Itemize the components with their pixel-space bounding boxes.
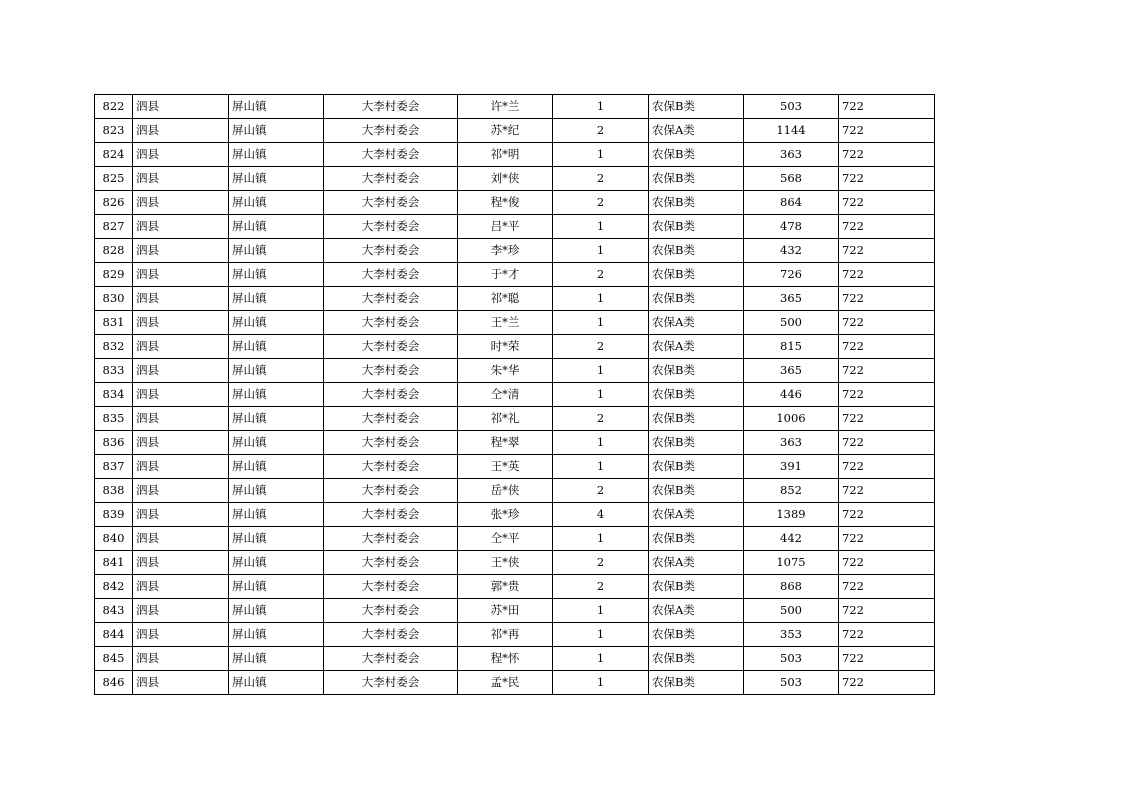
village-cell: 大李村委会 xyxy=(324,119,458,143)
name-cell: 仝*平 xyxy=(458,527,553,551)
row-number-cell: 822 xyxy=(95,95,133,119)
row-number-cell: 837 xyxy=(95,455,133,479)
table-row xyxy=(95,143,935,167)
household-count-cell: 1 xyxy=(553,95,649,119)
code-cell: 722 xyxy=(839,671,935,695)
amount-cell: 864 xyxy=(744,191,839,215)
county-cell: 泗县 xyxy=(133,191,229,215)
town-cell: 屏山镇 xyxy=(229,623,324,647)
town-cell: 屏山镇 xyxy=(229,431,324,455)
amount-cell: 1144 xyxy=(744,119,839,143)
household-count-cell: 2 xyxy=(553,263,649,287)
county-cell: 泗县 xyxy=(133,335,229,359)
name-cell: 时*荣 xyxy=(458,335,553,359)
insurance-type-cell: 农保B类 xyxy=(649,383,744,407)
row-number-cell: 823 xyxy=(95,119,133,143)
row-number-cell: 842 xyxy=(95,575,133,599)
household-count-cell: 1 xyxy=(553,527,649,551)
village-cell: 大李村委会 xyxy=(324,623,458,647)
name-cell: 张*珍 xyxy=(458,503,553,527)
table-row xyxy=(95,311,935,335)
village-cell: 大李村委会 xyxy=(324,359,458,383)
county-cell: 泗县 xyxy=(133,575,229,599)
county-cell: 泗县 xyxy=(133,407,229,431)
insurance-type-cell: 农保B类 xyxy=(649,455,744,479)
name-cell: 朱*华 xyxy=(458,359,553,383)
code-cell: 722 xyxy=(839,95,935,119)
town-cell: 屏山镇 xyxy=(229,239,324,263)
data-table xyxy=(94,94,935,695)
village-cell: 大李村委会 xyxy=(324,575,458,599)
county-cell: 泗县 xyxy=(133,671,229,695)
code-cell: 722 xyxy=(839,503,935,527)
row-number-cell: 843 xyxy=(95,599,133,623)
town-cell: 屏山镇 xyxy=(229,191,324,215)
amount-cell: 815 xyxy=(744,335,839,359)
insurance-type-cell: 农保B类 xyxy=(649,191,744,215)
town-cell: 屏山镇 xyxy=(229,143,324,167)
village-cell: 大李村委会 xyxy=(324,239,458,263)
county-cell: 泗县 xyxy=(133,143,229,167)
village-cell: 大李村委会 xyxy=(324,311,458,335)
household-count-cell: 1 xyxy=(553,359,649,383)
table-row xyxy=(95,503,935,527)
village-cell: 大李村委会 xyxy=(324,551,458,575)
row-number-cell: 824 xyxy=(95,143,133,167)
town-cell: 屏山镇 xyxy=(229,359,324,383)
row-number-cell: 833 xyxy=(95,359,133,383)
village-cell: 大李村委会 xyxy=(324,671,458,695)
household-count-cell: 2 xyxy=(553,575,649,599)
name-cell: 王*侠 xyxy=(458,551,553,575)
county-cell: 泗县 xyxy=(133,503,229,527)
village-cell: 大李村委会 xyxy=(324,383,458,407)
insurance-type-cell: 农保B类 xyxy=(649,167,744,191)
insurance-type-cell: 农保A类 xyxy=(649,335,744,359)
table-row xyxy=(95,527,935,551)
county-cell: 泗县 xyxy=(133,647,229,671)
code-cell: 722 xyxy=(839,455,935,479)
name-cell: 许*兰 xyxy=(458,95,553,119)
row-number-cell: 838 xyxy=(95,479,133,503)
amount-cell: 353 xyxy=(744,623,839,647)
amount-cell: 1006 xyxy=(744,407,839,431)
insurance-type-cell: 农保B类 xyxy=(649,575,744,599)
table-row xyxy=(95,239,935,263)
town-cell: 屏山镇 xyxy=(229,215,324,239)
town-cell: 屏山镇 xyxy=(229,311,324,335)
code-cell: 722 xyxy=(839,287,935,311)
village-cell: 大李村委会 xyxy=(324,527,458,551)
name-cell: 程*怀 xyxy=(458,647,553,671)
county-cell: 泗县 xyxy=(133,599,229,623)
insurance-type-cell: 农保B类 xyxy=(649,143,744,167)
county-cell: 泗县 xyxy=(133,167,229,191)
town-cell: 屏山镇 xyxy=(229,599,324,623)
county-cell: 泗县 xyxy=(133,359,229,383)
code-cell: 722 xyxy=(839,119,935,143)
name-cell: 苏*纪 xyxy=(458,119,553,143)
code-cell: 722 xyxy=(839,647,935,671)
household-count-cell: 1 xyxy=(553,383,649,407)
county-cell: 泗县 xyxy=(133,215,229,239)
household-count-cell: 2 xyxy=(553,191,649,215)
row-number-cell: 826 xyxy=(95,191,133,215)
table-row xyxy=(95,599,935,623)
town-cell: 屏山镇 xyxy=(229,407,324,431)
amount-cell: 503 xyxy=(744,671,839,695)
county-cell: 泗县 xyxy=(133,239,229,263)
table-row xyxy=(95,191,935,215)
table-row xyxy=(95,407,935,431)
village-cell: 大李村委会 xyxy=(324,455,458,479)
code-cell: 722 xyxy=(839,263,935,287)
amount-cell: 868 xyxy=(744,575,839,599)
name-cell: 祁*礼 xyxy=(458,407,553,431)
household-count-cell: 2 xyxy=(553,119,649,143)
insurance-type-cell: 农保B类 xyxy=(649,263,744,287)
code-cell: 722 xyxy=(839,167,935,191)
insurance-type-cell: 农保A类 xyxy=(649,599,744,623)
amount-cell: 365 xyxy=(744,359,839,383)
amount-cell: 500 xyxy=(744,599,839,623)
county-cell: 泗县 xyxy=(133,95,229,119)
row-number-cell: 829 xyxy=(95,263,133,287)
household-count-cell: 1 xyxy=(553,431,649,455)
code-cell: 722 xyxy=(839,527,935,551)
name-cell: 程*翠 xyxy=(458,431,553,455)
household-count-cell: 1 xyxy=(553,143,649,167)
row-number-cell: 839 xyxy=(95,503,133,527)
table-row xyxy=(95,215,935,239)
row-number-cell: 827 xyxy=(95,215,133,239)
insurance-type-cell: 农保B类 xyxy=(649,407,744,431)
insurance-type-cell: 农保A类 xyxy=(649,119,744,143)
table-row xyxy=(95,479,935,503)
insurance-type-cell: 农保B类 xyxy=(649,239,744,263)
row-number-cell: 825 xyxy=(95,167,133,191)
name-cell: 程*俊 xyxy=(458,191,553,215)
insurance-type-cell: 农保B类 xyxy=(649,215,744,239)
household-count-cell: 2 xyxy=(553,407,649,431)
name-cell: 刘*侠 xyxy=(458,167,553,191)
village-cell: 大李村委会 xyxy=(324,407,458,431)
village-cell: 大李村委会 xyxy=(324,95,458,119)
insurance-type-cell: 农保B类 xyxy=(649,623,744,647)
amount-cell: 852 xyxy=(744,479,839,503)
household-count-cell: 2 xyxy=(553,551,649,575)
amount-cell: 1389 xyxy=(744,503,839,527)
name-cell: 于*才 xyxy=(458,263,553,287)
town-cell: 屏山镇 xyxy=(229,95,324,119)
household-count-cell: 1 xyxy=(553,671,649,695)
county-cell: 泗县 xyxy=(133,263,229,287)
county-cell: 泗县 xyxy=(133,479,229,503)
name-cell: 仝*清 xyxy=(458,383,553,407)
amount-cell: 500 xyxy=(744,311,839,335)
insurance-type-cell: 农保B类 xyxy=(649,527,744,551)
household-count-cell: 1 xyxy=(553,455,649,479)
village-cell: 大李村委会 xyxy=(324,191,458,215)
household-count-cell: 1 xyxy=(553,599,649,623)
amount-cell: 568 xyxy=(744,167,839,191)
row-number-cell: 841 xyxy=(95,551,133,575)
code-cell: 722 xyxy=(839,191,935,215)
code-cell: 722 xyxy=(839,551,935,575)
town-cell: 屏山镇 xyxy=(229,671,324,695)
amount-cell: 432 xyxy=(744,239,839,263)
town-cell: 屏山镇 xyxy=(229,119,324,143)
table-row xyxy=(95,575,935,599)
table-row xyxy=(95,671,935,695)
household-count-cell: 1 xyxy=(553,623,649,647)
row-number-cell: 834 xyxy=(95,383,133,407)
code-cell: 722 xyxy=(839,599,935,623)
amount-cell: 442 xyxy=(744,527,839,551)
amount-cell: 726 xyxy=(744,263,839,287)
table-row xyxy=(95,263,935,287)
village-cell: 大李村委会 xyxy=(324,167,458,191)
row-number-cell: 835 xyxy=(95,407,133,431)
code-cell: 722 xyxy=(839,407,935,431)
town-cell: 屏山镇 xyxy=(229,455,324,479)
household-count-cell: 1 xyxy=(553,647,649,671)
town-cell: 屏山镇 xyxy=(229,479,324,503)
table-row xyxy=(95,167,935,191)
amount-cell: 391 xyxy=(744,455,839,479)
amount-cell: 1075 xyxy=(744,551,839,575)
code-cell: 722 xyxy=(839,431,935,455)
table-row xyxy=(95,551,935,575)
county-cell: 泗县 xyxy=(133,455,229,479)
town-cell: 屏山镇 xyxy=(229,263,324,287)
household-count-cell: 1 xyxy=(553,311,649,335)
insurance-type-cell: 农保B类 xyxy=(649,287,744,311)
household-count-cell: 1 xyxy=(553,287,649,311)
household-count-cell: 1 xyxy=(553,215,649,239)
table-row xyxy=(95,335,935,359)
village-cell: 大李村委会 xyxy=(324,287,458,311)
insurance-type-cell: 农保A类 xyxy=(649,503,744,527)
code-cell: 722 xyxy=(839,143,935,167)
amount-cell: 363 xyxy=(744,431,839,455)
table-body xyxy=(95,95,935,695)
household-count-cell: 1 xyxy=(553,239,649,263)
name-cell: 郭*贵 xyxy=(458,575,553,599)
code-cell: 722 xyxy=(839,335,935,359)
name-cell: 祁*再 xyxy=(458,623,553,647)
county-cell: 泗县 xyxy=(133,623,229,647)
row-number-cell: 828 xyxy=(95,239,133,263)
row-number-cell: 836 xyxy=(95,431,133,455)
name-cell: 岳*侠 xyxy=(458,479,553,503)
name-cell: 苏*田 xyxy=(458,599,553,623)
amount-cell: 478 xyxy=(744,215,839,239)
village-cell: 大李村委会 xyxy=(324,647,458,671)
table-row xyxy=(95,287,935,311)
village-cell: 大李村委会 xyxy=(324,143,458,167)
row-number-cell: 832 xyxy=(95,335,133,359)
insurance-type-cell: 农保B类 xyxy=(649,671,744,695)
table-row xyxy=(95,647,935,671)
name-cell: 王*英 xyxy=(458,455,553,479)
name-cell: 祁*明 xyxy=(458,143,553,167)
county-cell: 泗县 xyxy=(133,527,229,551)
row-number-cell: 830 xyxy=(95,287,133,311)
document-page xyxy=(94,94,935,695)
table-row xyxy=(95,95,935,119)
household-count-cell: 2 xyxy=(553,335,649,359)
row-number-cell: 845 xyxy=(95,647,133,671)
county-cell: 泗县 xyxy=(133,383,229,407)
code-cell: 722 xyxy=(839,575,935,599)
insurance-type-cell: 农保B类 xyxy=(649,359,744,383)
county-cell: 泗县 xyxy=(133,431,229,455)
village-cell: 大李村委会 xyxy=(324,431,458,455)
insurance-type-cell: 农保B类 xyxy=(649,647,744,671)
table-row xyxy=(95,119,935,143)
amount-cell: 363 xyxy=(744,143,839,167)
code-cell: 722 xyxy=(839,239,935,263)
household-count-cell: 2 xyxy=(553,167,649,191)
insurance-type-cell: 农保B类 xyxy=(649,431,744,455)
row-number-cell: 844 xyxy=(95,623,133,647)
row-number-cell: 846 xyxy=(95,671,133,695)
town-cell: 屏山镇 xyxy=(229,575,324,599)
code-cell: 722 xyxy=(839,359,935,383)
name-cell: 王*兰 xyxy=(458,311,553,335)
code-cell: 722 xyxy=(839,623,935,647)
insurance-type-cell: 农保A类 xyxy=(649,551,744,575)
code-cell: 722 xyxy=(839,215,935,239)
household-count-cell: 4 xyxy=(553,503,649,527)
insurance-type-cell: 农保A类 xyxy=(649,311,744,335)
amount-cell: 503 xyxy=(744,647,839,671)
household-count-cell: 2 xyxy=(553,479,649,503)
name-cell: 祁*聪 xyxy=(458,287,553,311)
town-cell: 屏山镇 xyxy=(229,167,324,191)
town-cell: 屏山镇 xyxy=(229,503,324,527)
table-row xyxy=(95,359,935,383)
amount-cell: 365 xyxy=(744,287,839,311)
county-cell: 泗县 xyxy=(133,287,229,311)
village-cell: 大李村委会 xyxy=(324,503,458,527)
amount-cell: 446 xyxy=(744,383,839,407)
name-cell: 李*珍 xyxy=(458,239,553,263)
table-row xyxy=(95,623,935,647)
code-cell: 722 xyxy=(839,383,935,407)
table-row xyxy=(95,431,935,455)
village-cell: 大李村委会 xyxy=(324,215,458,239)
village-cell: 大李村委会 xyxy=(324,479,458,503)
village-cell: 大李村委会 xyxy=(324,263,458,287)
town-cell: 屏山镇 xyxy=(229,335,324,359)
town-cell: 屏山镇 xyxy=(229,383,324,407)
code-cell: 722 xyxy=(839,479,935,503)
code-cell: 722 xyxy=(839,311,935,335)
row-number-cell: 840 xyxy=(95,527,133,551)
county-cell: 泗县 xyxy=(133,311,229,335)
table-row xyxy=(95,383,935,407)
insurance-type-cell: 农保B类 xyxy=(649,479,744,503)
row-number-cell: 831 xyxy=(95,311,133,335)
table-row xyxy=(95,455,935,479)
county-cell: 泗县 xyxy=(133,119,229,143)
county-cell: 泗县 xyxy=(133,551,229,575)
town-cell: 屏山镇 xyxy=(229,287,324,311)
town-cell: 屏山镇 xyxy=(229,647,324,671)
town-cell: 屏山镇 xyxy=(229,527,324,551)
village-cell: 大李村委会 xyxy=(324,599,458,623)
name-cell: 吕*平 xyxy=(458,215,553,239)
amount-cell: 503 xyxy=(744,95,839,119)
insurance-type-cell: 农保B类 xyxy=(649,95,744,119)
name-cell: 孟*民 xyxy=(458,671,553,695)
village-cell: 大李村委会 xyxy=(324,335,458,359)
town-cell: 屏山镇 xyxy=(229,551,324,575)
